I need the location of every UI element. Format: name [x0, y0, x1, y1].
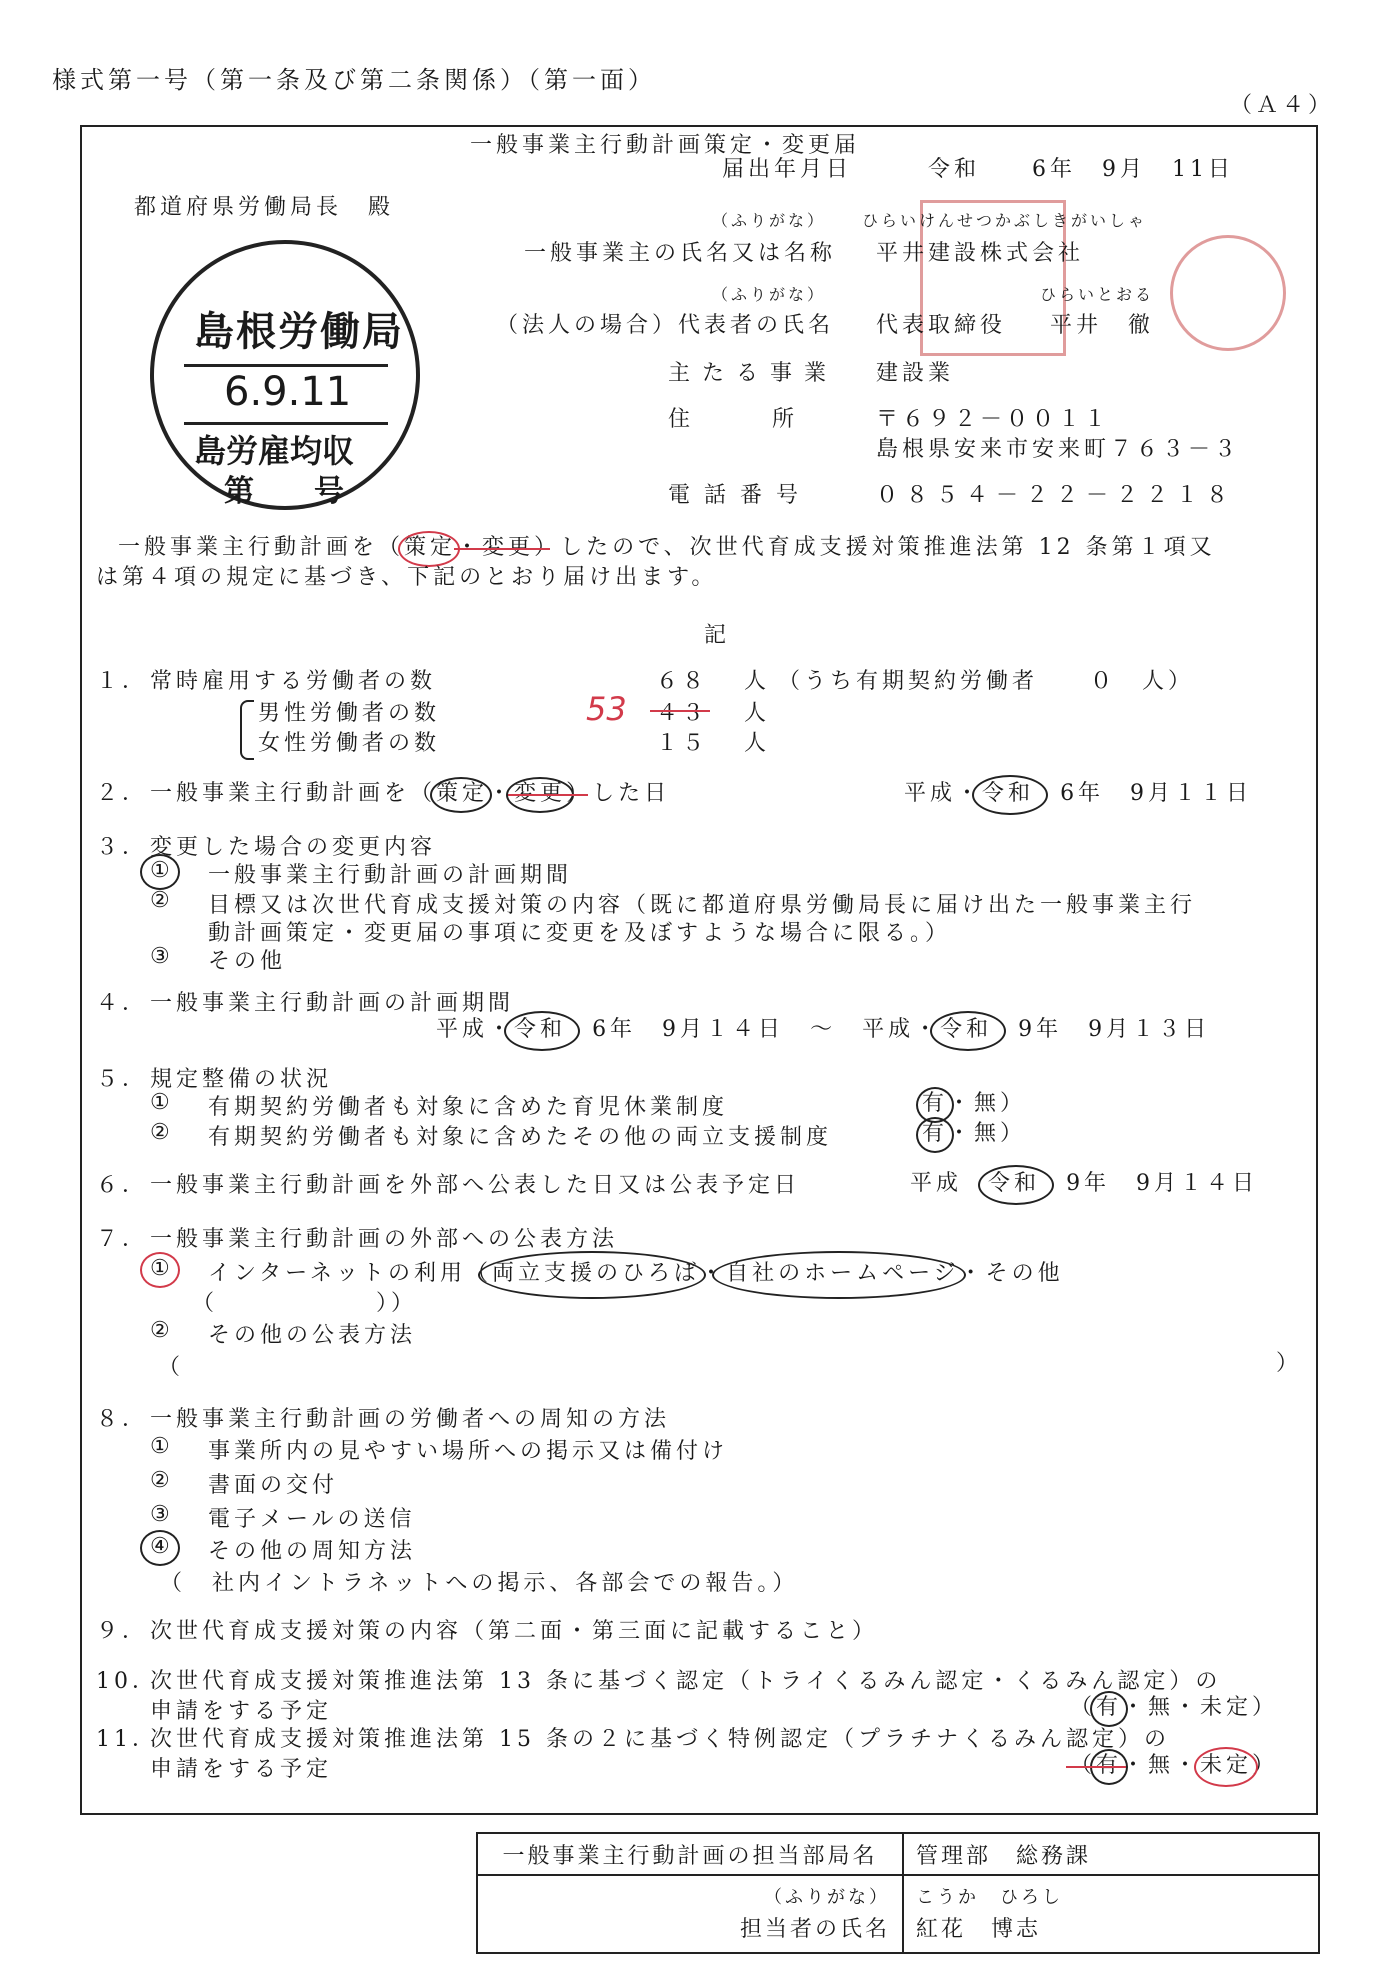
item3-label: 変更した場合の変更内容 [150, 835, 437, 860]
item5-opt1: 有期契約労働者も対象に含めた育児休業制度 [208, 1095, 729, 1120]
furigana-value: こうか ひろし [916, 1887, 1063, 1908]
item11-no: 11． [96, 1727, 158, 1752]
intro-line2: は第４項の規定に基づき、下記のとおり届け出ます。 [96, 565, 718, 590]
receipt-stamp: 島根労働局 6.9.11 島労雇均収 第 号 [150, 240, 420, 510]
item1-male-corrected: 53 [586, 690, 627, 728]
person-value-cell [903, 1875, 1319, 1953]
item2-date: 平成・令和 6年 9月１１日 [904, 776, 1252, 807]
representative-seal [1170, 235, 1286, 351]
item3-opt2b: 動計画策定・変更届の事項に変更を及ぼすような場合に限る。） [208, 921, 952, 946]
item7-no: ７． [96, 1227, 149, 1252]
item3-opt3: その他 [208, 949, 287, 974]
item8-opt4: その他の周知方法 [208, 1539, 417, 1564]
item7-opt2-mark: ② [150, 1318, 174, 1343]
item3-opt1: 一般事業主行動計画の計画期間 [208, 863, 573, 888]
item8-label: 一般事業主行動計画の労働者への周知の方法 [150, 1407, 671, 1432]
item2-no: ２． [96, 781, 149, 806]
dept-value: 管理部 総務課 [903, 1833, 1319, 1875]
item3-opt2-mark: ② [150, 888, 174, 913]
item5-opt1-mark: ① [150, 1090, 174, 1115]
item1-label: 常時雇用する労働者の数 [150, 669, 437, 694]
item9-label: 次世代育成支援対策の内容（第二面・第三面に記載すること） [150, 1619, 879, 1644]
name-furigana-label: （ふりがな） [712, 211, 827, 230]
item7-other-open: （ [192, 1291, 219, 1316]
item7-opt2-open: （ [158, 1355, 185, 1380]
item5-label: 規定整備の状況 [150, 1067, 333, 1092]
paper-size: （Ａ４） [1230, 93, 1335, 118]
item1-male-old: ４３ [656, 701, 709, 726]
person-value: 紅花 博志 [916, 1917, 1042, 1942]
address-label: 住 所 [668, 407, 799, 432]
item7-other-close: ）） [376, 1291, 418, 1316]
date-label: 届出年月日 [722, 157, 853, 182]
item3-opt3-mark: ③ [150, 944, 174, 969]
item3-opt2a: 目標又は次世代育成支援対策の内容（既に都道府県労働局長に届け出た一般事業主行 [208, 893, 1197, 918]
item7-opt1-circle [140, 1252, 180, 1288]
item4-period: 平成・令和 6年 9月１４日 ～ 平成・令和 9年 9月１３日 [436, 1012, 1210, 1043]
item4-label: 一般事業主行動計画の計画期間 [150, 991, 515, 1016]
item4-no: ４． [96, 991, 149, 1016]
item1-male-strike [650, 710, 710, 712]
rep-title: 代表取締役 [876, 313, 1007, 338]
item10-no: 10． [96, 1669, 158, 1694]
addressee: 都道府県労働局長 殿 [134, 195, 395, 220]
item8-opt2-mark: ② [150, 1468, 174, 1493]
item5-no: ５． [96, 1067, 149, 1092]
business-label: 主たる事業 [668, 361, 839, 386]
item11-label-a: 次世代育成支援対策推進法第 15 条の２に基づく特例認定（プラチナくるみん認定）の [150, 1727, 1170, 1752]
item11-label-b: 申請をする予定 [150, 1757, 333, 1782]
item10-label-b: 申請をする予定 [150, 1699, 333, 1724]
item1-male-unit: 人 [744, 701, 771, 726]
item10-label-a: 次世代育成支援対策推進法第 13 条に基づく認定（トライくるみん認定・くるみん認定）の [150, 1669, 1222, 1694]
item7-opt1-mark: ① [150, 1256, 174, 1281]
item8-opt1: 事業所内の見やすい場所への掲示又は備付け [208, 1439, 729, 1464]
item8-opt4-detail: （ 社内イントラネットへの掲示、各部会での報告。） [160, 1571, 799, 1596]
name-label: 一般事業主の氏名又は名称 [524, 241, 837, 266]
date-value: 令和 6年 9月 11日 [928, 157, 1234, 182]
rep-name: 平井 徹 [1050, 313, 1155, 338]
item1-female: １５ [656, 731, 709, 756]
item8-opt4-mark: ④ [150, 1534, 174, 1559]
address: 島根県安来市安来町７６３－３ [876, 437, 1241, 462]
postal-code: 〒６９２－００１１ [876, 407, 1111, 432]
item8-opt3: 電子メールの送信 [208, 1507, 416, 1532]
item6-date: 平成 令和 9年 9月１４日 [910, 1166, 1258, 1197]
item7-opt2-close: ） [1276, 1351, 1303, 1376]
item7-opt2: その他の公表方法 [208, 1323, 417, 1348]
phone-label: 電話番号 [668, 483, 813, 508]
item10-answer: （有 ・無・未定） [1070, 1690, 1278, 1721]
item11-answer: （有 ・無・未定 ） [1070, 1748, 1278, 1779]
item1-no: １． [96, 669, 149, 694]
item1-fixed-term: （うち有期契約労働者 ０ 人） [778, 669, 1195, 694]
item1-total: ６８ [656, 669, 709, 694]
item3-no: ３． [96, 835, 149, 860]
item5-opt1-answer: 有 ・無） [922, 1086, 1026, 1117]
item3-opt1-mark: ① [150, 858, 174, 883]
item1-female-unit: 人 [744, 731, 771, 756]
person-label: 担当者の氏名 [739, 1917, 890, 1942]
item2-label: 一般事業主行動計画を（策定 ・変更 ）した日 [150, 776, 670, 807]
item1-brace [240, 700, 254, 760]
name-furigana: ひらいけんせつかぶしきがいしゃ [862, 211, 1148, 230]
rep-label: （法人の場合）代表者の氏名 [496, 313, 835, 338]
item7-opt1: インターネットの利用（両立支援のひろば ・自社のホームページ ・その他 [208, 1256, 1064, 1287]
item5-opt2-mark: ② [150, 1120, 174, 1145]
person-label-cell [477, 1875, 903, 1953]
company-name: 平井建設株式会社 [876, 241, 1085, 266]
item9-no: ９． [96, 1619, 149, 1644]
item3-opt1-circle [140, 854, 180, 890]
rep-furigana-label: （ふりがな） [712, 285, 827, 304]
item1-female-label: 女性労働者の数 [258, 731, 441, 756]
item5-opt2: 有期契約労働者も対象に含めたその他の両立支援制度 [208, 1125, 833, 1150]
intro-line1: 一般事業主行動計画を（策定 ・変更 ）したので、次世代育成支援対策推進法第 12 条第１項又 [118, 530, 1216, 561]
item6-label: 一般事業主行動計画を外部へ公表した日又は公表予定日 [150, 1173, 801, 1198]
item8-opt4-circle [140, 1530, 180, 1566]
item1-male-label: 男性労働者の数 [258, 701, 441, 726]
intro-option-change: 変更 [482, 535, 534, 560]
rep-furigana: ひらいとおる [1040, 285, 1155, 304]
business-value: 建設業 [876, 361, 955, 386]
item8-opt3-mark: ③ [150, 1502, 174, 1527]
item6-no: ６． [96, 1173, 149, 1198]
item5-opt2-answer: 有 ・無） [922, 1116, 1026, 1147]
item8-opt1-mark: ① [150, 1434, 174, 1459]
furigana-label: （ふりがな） [764, 1887, 890, 1908]
dept-label: 一般事業主行動計画の担当部局名 [477, 1833, 903, 1875]
form-title: 一般事業主行動計画策定・変更届 [470, 133, 861, 158]
phone-number: ０８５４－２２－２２１８ [876, 483, 1237, 508]
contact-table [476, 1832, 1320, 1954]
item1-unit: 人 [744, 669, 771, 694]
item8-opt2: 書面の交付 [208, 1473, 339, 1498]
item8-no: ８． [96, 1407, 149, 1432]
intro-option-establish: 策定 [404, 535, 456, 560]
ki-heading: 記 [704, 623, 731, 648]
item7-label: 一般事業主行動計画の外部への公表方法 [150, 1227, 619, 1252]
form-number: 様式第一号（第一条及び第二条関係）（第一面） [52, 66, 656, 94]
